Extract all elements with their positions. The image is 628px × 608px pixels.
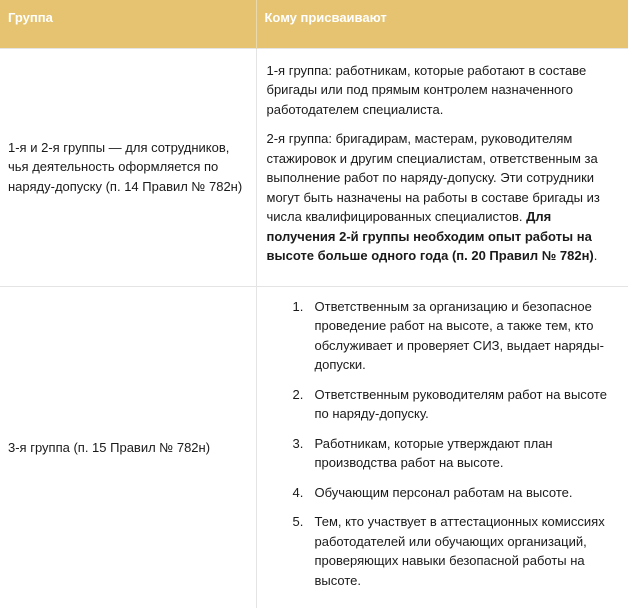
list-item-text: Работникам, которые утверждают план производства работ на высоте.: [314, 435, 553, 470]
table-row: [0, 286, 628, 608]
list-item-text: Обучающим персонал работам на высоте.: [314, 484, 573, 500]
list-item: [267, 434, 619, 473]
list-item-number: 1.: [292, 298, 304, 314]
group-1-description: 1-я группа: работникам, которые работают в составе бригады или под прямым контролем назначенного работодателем специалиста.: [266, 62, 587, 117]
assigned-cell: [256, 286, 628, 608]
group-cell: 3-я группа (п. 15 Правил № 782н): [0, 286, 256, 608]
list-item-number: 2.: [292, 386, 304, 402]
list-item-number: 4.: [292, 484, 304, 500]
list-item: [267, 512, 619, 590]
group-2-text: 2-я группа: бригадирам, мастерам, руководителям стажировок и другим специалистам, ответственным за выполнение работ по наряду-допуску. Эти сотрудники могут быть назначены на работы в составе бригады из числа квалифицированных специалистов.: [266, 131, 600, 224]
group-cell: 1-я и 2-я группы — для сотрудников, чья деятельность оформляется по наряду-допуску (п. 14 Правил № 782н): [0, 48, 256, 286]
list-item-number: 3.: [292, 435, 304, 451]
list-item: [267, 385, 619, 424]
header-assigned-to: Кому присваивают: [256, 0, 628, 48]
list-item: [267, 483, 619, 503]
list-item-text: Ответственным руководителям работ на высоте по наряду-допуску.: [314, 386, 607, 421]
table-header-row: [0, 0, 628, 48]
group-3-list: [267, 297, 619, 591]
list-item: [267, 297, 619, 375]
assigned-cell: [256, 48, 628, 286]
list-item-text: Ответственным за организацию и безопасное проведение работ на высоте, а также тем, кто обслуживает и проверяет СИЗ, выдает наряды-допуски.: [314, 298, 604, 372]
header-group: Группа: [0, 0, 256, 48]
table-row: [0, 48, 628, 286]
list-item-text: Тем, кто участвует в аттестационных комиссиях работодателей или обучающих организаций, проверяющих навыки безопасной работы на высоте.: [314, 514, 605, 588]
group-2-description: [267, 129, 619, 266]
group-2-note-end: .: [593, 248, 598, 263]
list-item-number: 5.: [292, 514, 304, 529]
group-2-experience-note: Для получения 2-й группы необходим опыт работы на высоте больше одного года (п. 20 Правил № 782н): [266, 209, 594, 263]
